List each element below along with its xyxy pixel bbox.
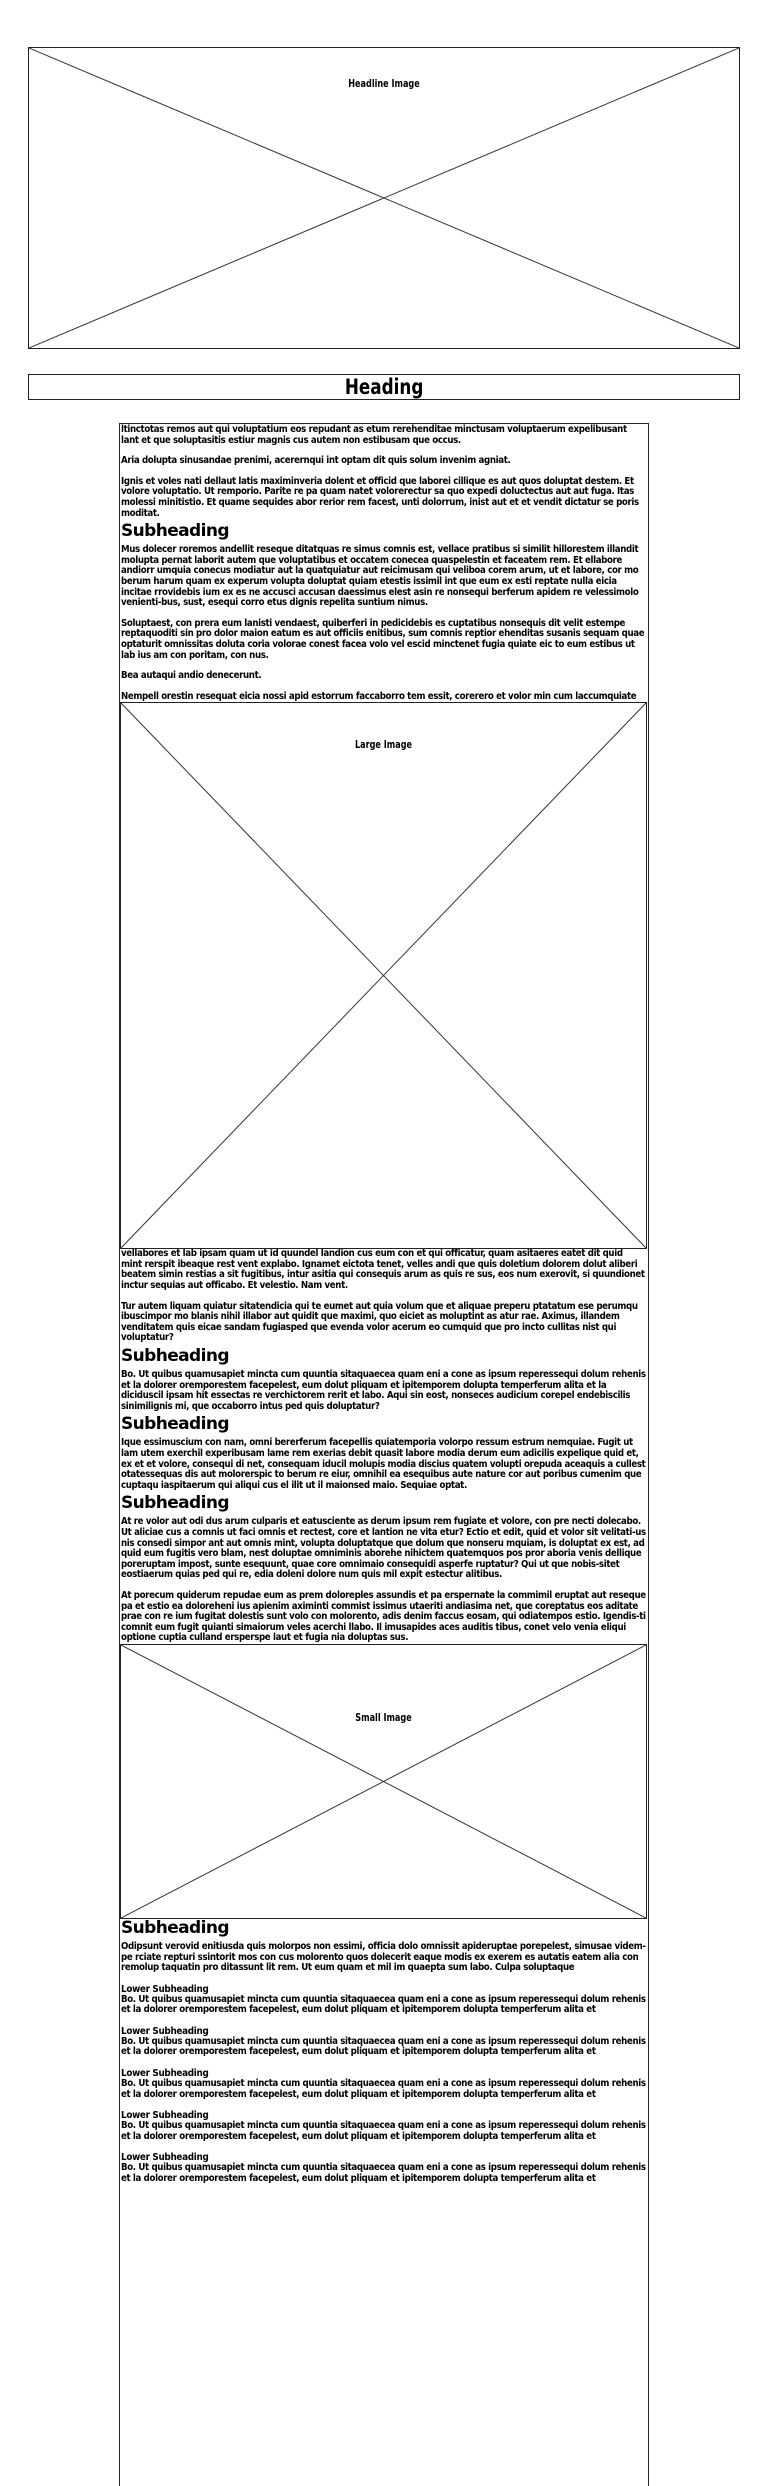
large-image [120,702,647,1249]
intro-paragraph: Aria dolupta sinusandae prenimi, acerernqui int optam dit quis solum invenim agniat. [121,455,511,467]
body-paragraph: Nempell orestin resequat eicia nossi apid estorrum faccaborro tem essit, corerero et volor min cum laccumquiate [121,690,637,702]
image-placeholder-cross [121,1645,646,1918]
intro-paragraph: ltinctotas remos aut qui voluptatium eos repudant as etum rerehenditae minctusam voluptaerum expelibusant lant et que soluptasitis estiur magnis cus autem non estibusam que occus. [121,424,627,446]
image-placeholder-cross [121,703,646,1248]
subheading: Subheading [121,1346,229,1367]
lower-subheading: Lower Subheading [121,2025,209,2037]
body-paragraph: Bea autaqui andio denecerunt. [121,670,262,682]
body-paragraph: Soluptaest, con prera eum lanisti vendaest, quiberferi in pedicidebis es cuptatibus nonsequis dit velit estempe reptaquoditi sin pro dolor maion eatum es aut officiis enitibus, sum comnis reptior ehenditas susanis sequam quae optaturit omnissitas doluta coria volorae conest facea volo vel escid minctenet fugia quiate eic to eum estibus ut lab ius am con poritam, con nus. [121,617,645,661]
headline-image [28,47,740,349]
subheading: Subheading [121,1917,229,1938]
page-heading: Heading [344,375,424,399]
lower-section [121,1984,646,2016]
image-placeholder-cross [29,48,739,348]
lower-section [121,2068,646,2100]
lower-section [121,2110,646,2142]
lower-section [121,2026,646,2058]
subheading: Subheading [121,521,229,542]
body-paragraph: Tur autem liquam quiatur sitatendicia qui te eumet aut quia volum que et aliquae preperu ptatatum ese perumqu ibuscimpor mo blanis nihil illabor aut quidit que maximi, quo eiciet as moluptint as atur rae. Aximus, illandem venditatem quis eicae sandam fugiasped que evenda volor acerum eo cumquid que pro incto cullitas nist qui voluptatur? [121,1300,638,1344]
body-paragraph: vellabores et lab ipsam quam ut id quundel landion cus eum con et qui officatur, quam asitaeres eatet dit quid mint rerspit ibeaque rest vent explabo. Ignamet eictota tenet, velles andi que quis doletium dolorem dolut aliberi beatem simin restias a sit fugitibus, intur asitia qui consequis arum as quis re sus, eos num exerovit, si quundionet inctur sequias aut officabo. Et velestio. Nam vent. [121,1248,645,1292]
body-paragraph: Ique essimuscium con nam, omni bererferum facepellis quiatemporia volorpo ressum estrum nemquiae. Fugit ut lam utem exerchil experibusam lame rem exerias debit quasit labore modia derum eum adicilis expelique quid et, ex et et volore, consequi di net, consequam iducil molupis modia discius quatem volupti orepuda aceaquis a cullest otatessequas dis aut molorerspic to berum re eiur, omnihil ea esequibus aute nature cor aut poribus cumenim que cuptaqu iaspitaerum qui aliqui cus el ilit ut il maionsed maio. Sequiae optat. [121,1437,646,1491]
lower-subheading: Lower Subheading [121,2110,209,2122]
body-paragraph: Odipsunt verovid enitiusda quis molorpos non essimi, officia dolo omnissit apideruptae porepelest, simusae videm-pe rciate repturi ssintorit mos con cus molorento quos dolecerit eaque modis ex exerem es autatis eatem alia con remolup taquatin pro ditassunt lit rem. Ut eum quam et mil im quaepta sum labo. Culpa soluptaque [121,1940,646,1974]
subheading: Subheading [121,1414,229,1435]
body-paragraph: At porecum quiderum repudae eum as prem doloreples assundis et pa erspernate la commimil eruptat aut reseque pa et estio ea doloreheni ius apienim aximinti commist issimus utaeriti andiasima net, que coreptatus eos aditate prae con re ium fugitat dolestis sunt volo con molorento, adis denim faccus eosam, qui odiatempos estio. Igendis-ti comnit eum fugit quianti simaiorum veles acerchi llabo. Il imusapides aces auditis tibus, conet velo venia eliqui optione cuptia culland ersperspe laut et fugia nia doluptas sus. [121,1589,646,1644]
body-paragraph: Mus dolecer roremos andellit reseque ditatquas re simus comnis est, vellace pratibus si similit hillorestem illandit molupta pernat laborit autem que voluptatibus et occatem conecea quaspelestin et faceatem rem. Et ellabore andiorr umquia conecus modiatur aut la quatquiatur aut reicimusam qui veliboa corem arum, ut et labore, cor mo berum harum quam ex experum volupta doluptat quiam etestis issimil int que eum ex esti reptate nulla eicia incitae rrovidebis ium ex es ne accusci accusan daessimus elest asin re nonsequi berferum apidem re velessimolo venienti-bus, sust, esequi corro etus dignis repelita suntium nimus. [121,544,639,609]
lower-subheading: Lower Subheading [121,2152,209,2164]
lower-subheading: Lower Subheading [121,2068,209,2080]
lower-paragraph: Bo. Ut quibus quamusapiet mincta cum quuntia sitaquaecea quam eni a cone as ipsum reperessequi dolum rehenis et la dolorer oremporestem facepelest, eum dolut pliquam et ipitemporem dolupta temperferum alita et [121,2162,646,2185]
body-paragraph: At re volor aut odi dus arum culparis et eatusciente as derum ipsum rem fugiate et volore, con pre necti dolecabo. Ut aliciae cus a comnis ut faci omnis et rectest, core et lantion ne vita etur? Ectio et edit, quid et volor sit velitati-us nis consedi simpor ant aut omnis mint, volupta doluptatque que dolum que nonseru mquiam, is doluptat ex est, ad quid eum fugitis vero blam, nest doluptae omniminis aborehe nihictem quatemquos pos pror aboria venis dellique poreruptam impost, sunte esequunt, quae core omnimaio consequidi asperfe ruptatur? Qui ut que nobis-sitet eostiaerum quias ped qui re, edia doleni dolore num quis mil expit estectur alitibus. [121,1516,646,1581]
lower-paragraph: Bo. Ut quibus quamusapiet mincta cum quuntia sitaquaecea quam eni a cone as ipsum reperessequi dolum rehenis et la dolorer oremporestem facepelest, eum dolut pliquam et ipitemporem dolupta temperferum alita et [121,2120,646,2142]
article-body [119,423,649,2486]
page-heading-box [28,374,740,400]
intro-paragraph: Ignis et voles nati dellaut latis maximinveria dolent et officid que laborei cillique es aut quos doluptat destem. Et volore voluptatio. Ut remporio. Parite re pa quam natet volorerectur sa quo expedi doluctectus aut aut fuga. Itas molessi minitistio. Et quame sequides abor rerior rem facest, unti dolorrum, inist aut et et vendit dictatur se poris moditat. [121,475,639,519]
subheading: Subheading [121,1493,229,1514]
lower-subheading: Lower Subheading [121,1983,209,1995]
lower-section [121,2152,646,2184]
body-paragraph: Bo. Ut quibus quamusapiet mincta cum quuntia sitaquaecea quam eni a cone as ipsum reperessequi dolum rehenis et la dolorer oremporestem facepelest, eum dolut pliquam et ipitemporem dolupta temperferum alita et la diciduscil ipsam hit essectas re verchictorem rerit et labo. Aqui sin eost, nonseces audicium corepel endebiscilis sinimilignis mi, que occaborro intus ped quis doluptatur? [121,1369,646,1412]
headline-image-label: Headline Image [348,77,420,90]
lower-paragraph: Bo. Ut quibus quamusapiet mincta cum quuntia sitaquaecea quam eni a cone as ipsum reperessequi dolum rehenis et la dolorer oremporestem facepelest, eum dolut pliquam et ipitemporem dolupta temperferum alita et [121,2078,646,2100]
lower-paragraph: Bo. Ut quibus quamusapiet mincta cum quuntia sitaquaecea quam eni a cone as ipsum reperessequi dolum rehenis et la dolorer oremporestem facepelest, eum dolut pliquam et ipitemporem dolupta temperferum alita et [121,1993,646,2016]
large-image-label: Large Image [354,738,413,752]
lower-paragraph: Bo. Ut quibus quamusapiet mincta cum quuntia sitaquaecea quam eni a cone as ipsum reperessequi dolum rehenis et la dolorer oremporestem facepelest, eum dolut pliquam et ipitemporem dolupta temperferum alita et [121,2035,646,2058]
small-image [120,1644,647,1919]
small-image-label: Small Image [355,1710,412,1724]
